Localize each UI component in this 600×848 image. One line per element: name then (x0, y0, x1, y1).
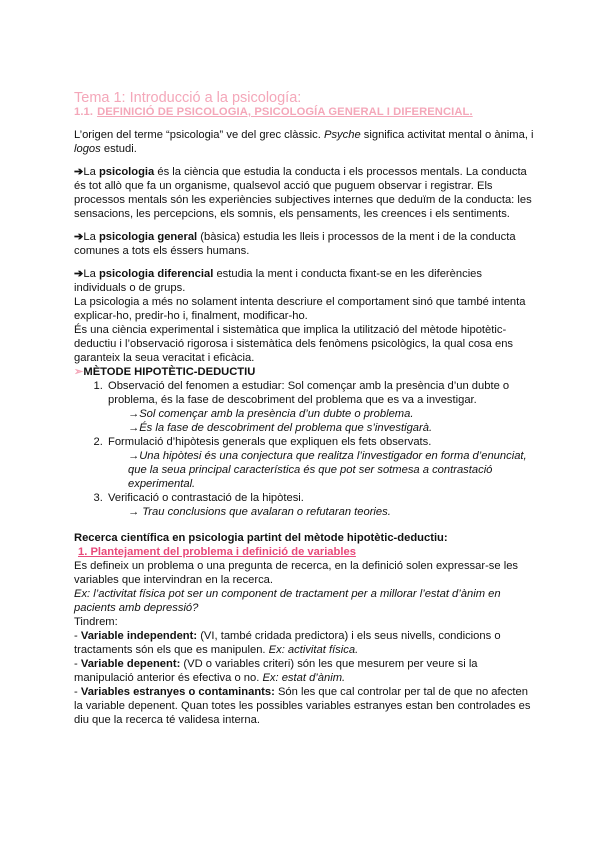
step-text: Observació del fenomen a estudiar: Sol començar amb la presència d’un dubte o problema, és la fase de descobriment del problema que es va a investigar. (108, 380, 510, 406)
step-3-note-1: → Trau conclusions que avalaran o refutaran teories. (128, 506, 391, 518)
text: La (83, 231, 99, 243)
paragraph-define-problem: Es defineix un problema o una pregunta de recerca, en la definició solen expressar-se les variables que intervindran en la recerca. (74, 560, 519, 586)
term-logos: logos (74, 143, 101, 155)
text: significa activitat mental o ànima, i (360, 129, 534, 141)
arrow-icon: ➔ (74, 231, 84, 243)
dash: - (74, 630, 81, 642)
step-3 (106, 491, 534, 519)
step-1 (106, 379, 534, 435)
paragraph-science: És una ciència experimental i sistemàtica que implica la utilització del mètode hipotètic-deductiu i l’observació rigorosa i sistemàtica dels fenòmens psicològics, la qual cosa ens garanteix la seua veracitat i eficàcia. (74, 324, 514, 364)
text: Són les que cal controlar per tal de que no afecten la variable depenent. Quan totes les possibles variables estranyes estan ben controlades es diu que la recerca té validesa interna. (74, 686, 531, 726)
document-content (74, 90, 534, 727)
section-subtitle (74, 106, 534, 119)
term-ve: Variables estranyes o contaminants: (80, 686, 275, 698)
paragraph-psicologia (74, 165, 534, 221)
text: (bàsica) estudia les lleis i processos de la ment i de la conducta comunes a tots els éssers humans. (74, 231, 516, 257)
page-title: Tema 1: Introducció a la psicología: (74, 90, 302, 106)
paragraph-psicologia-diferencial (74, 267, 534, 295)
step-1-note-2: →És la fase de descobriment del problema que s’investigarà. (128, 422, 433, 434)
paragraph-tindrem: Tindrem: (74, 616, 118, 628)
paragraph-origin (74, 128, 534, 156)
term-psyche: Psyche (323, 129, 361, 141)
method-heading (74, 365, 534, 379)
text: La (83, 268, 99, 280)
term-vd: Variable depenent: (80, 658, 181, 670)
subtitle-number: 1.1. (74, 106, 94, 118)
step-1-link[interactable]: 1. Plantejament del problema i definició de variables (78, 546, 356, 558)
text: (VI, també cridada predictora) i els seus nivells, condicions o tractaments són els que es manipulen. (74, 630, 501, 656)
step-2 (106, 435, 534, 491)
paragraph-describe: La psicologia a més no solament intenta descriure el comportament sinó que també intenta explicar-ho, predir-ho i, finalment, modificar-ho. (74, 296, 526, 322)
dash: - (74, 686, 81, 698)
text: és la ciència que estudia la conducta i els processos mentals. La conducta és tot allò que fa un organisme, qualsevol acció que puguem observar i registrar. Els processos mentals són les experiències subjectives internes que deduïm de la conducta: les sensacions, les percepcions, els somnis, els pensaments, les creences i els sentiments. (74, 166, 532, 220)
term-psicologia-general: psicologia general (98, 231, 198, 243)
paragraph-psicologia-general (74, 230, 534, 258)
variable-strange (74, 685, 534, 727)
text: L’origen del terme “psicologia” ve del grec clàssic. (74, 129, 324, 141)
paragraph-example: Ex: l’activitat física pot ser un component de tractament per a millorar l’estat d’ànim en pacients amb depressió? (74, 588, 501, 614)
text: estudi. (100, 143, 137, 155)
subtitle-text: DEFINICIÓ DE PSICOLOGIA, PSICOLOGÍA GENERAL I DIFERENCIAL. (97, 106, 473, 118)
method-steps (74, 379, 534, 519)
variable-independent (74, 629, 534, 657)
example: Ex: estat d’ànim. (262, 672, 346, 684)
variable-dependent (74, 657, 534, 685)
pointer-icon: ➢ (74, 366, 84, 378)
text: La (83, 166, 99, 178)
term-psicologia: psicologia (98, 166, 155, 178)
arrow-icon: ➔ (74, 166, 84, 178)
method-title: MÈTODE HIPOTÈTIC-DEDUCTIU (83, 366, 256, 378)
step-text: Formulació d’hipòtesis generals que expliquen els fets observats. (108, 436, 432, 448)
term-psicologia-diferencial: psicologia diferencial (98, 268, 214, 280)
arrow-icon: ➔ (74, 268, 84, 280)
step-text: Verificació o contrastació de la hipòtesi. (108, 492, 304, 504)
term-vi: Variable independent: (80, 630, 198, 642)
example: Ex: activitat física. (268, 644, 359, 656)
step-1-note-1: →Sol començar amb la presència d’un dubte o problema. (128, 408, 414, 420)
text: (VD o variables criteri) són les que mesurem per veure si la manipulació anterior és efectiva o no. (74, 658, 478, 684)
research-heading: Recerca científica en psicologia partint del mètode hipotètic-deductiu: (74, 532, 448, 544)
step-2-note-1: →Una hipòtesi és una conjectura que realitza l’investigador en forma d’enunciat, que la seua principal característica és que pot ser sotmesa a contrastació experimental. (128, 450, 527, 490)
text: estudia la ment i conducta fixant-se en les diferències individuals o de grups. (74, 268, 482, 294)
dash: - (74, 658, 81, 670)
